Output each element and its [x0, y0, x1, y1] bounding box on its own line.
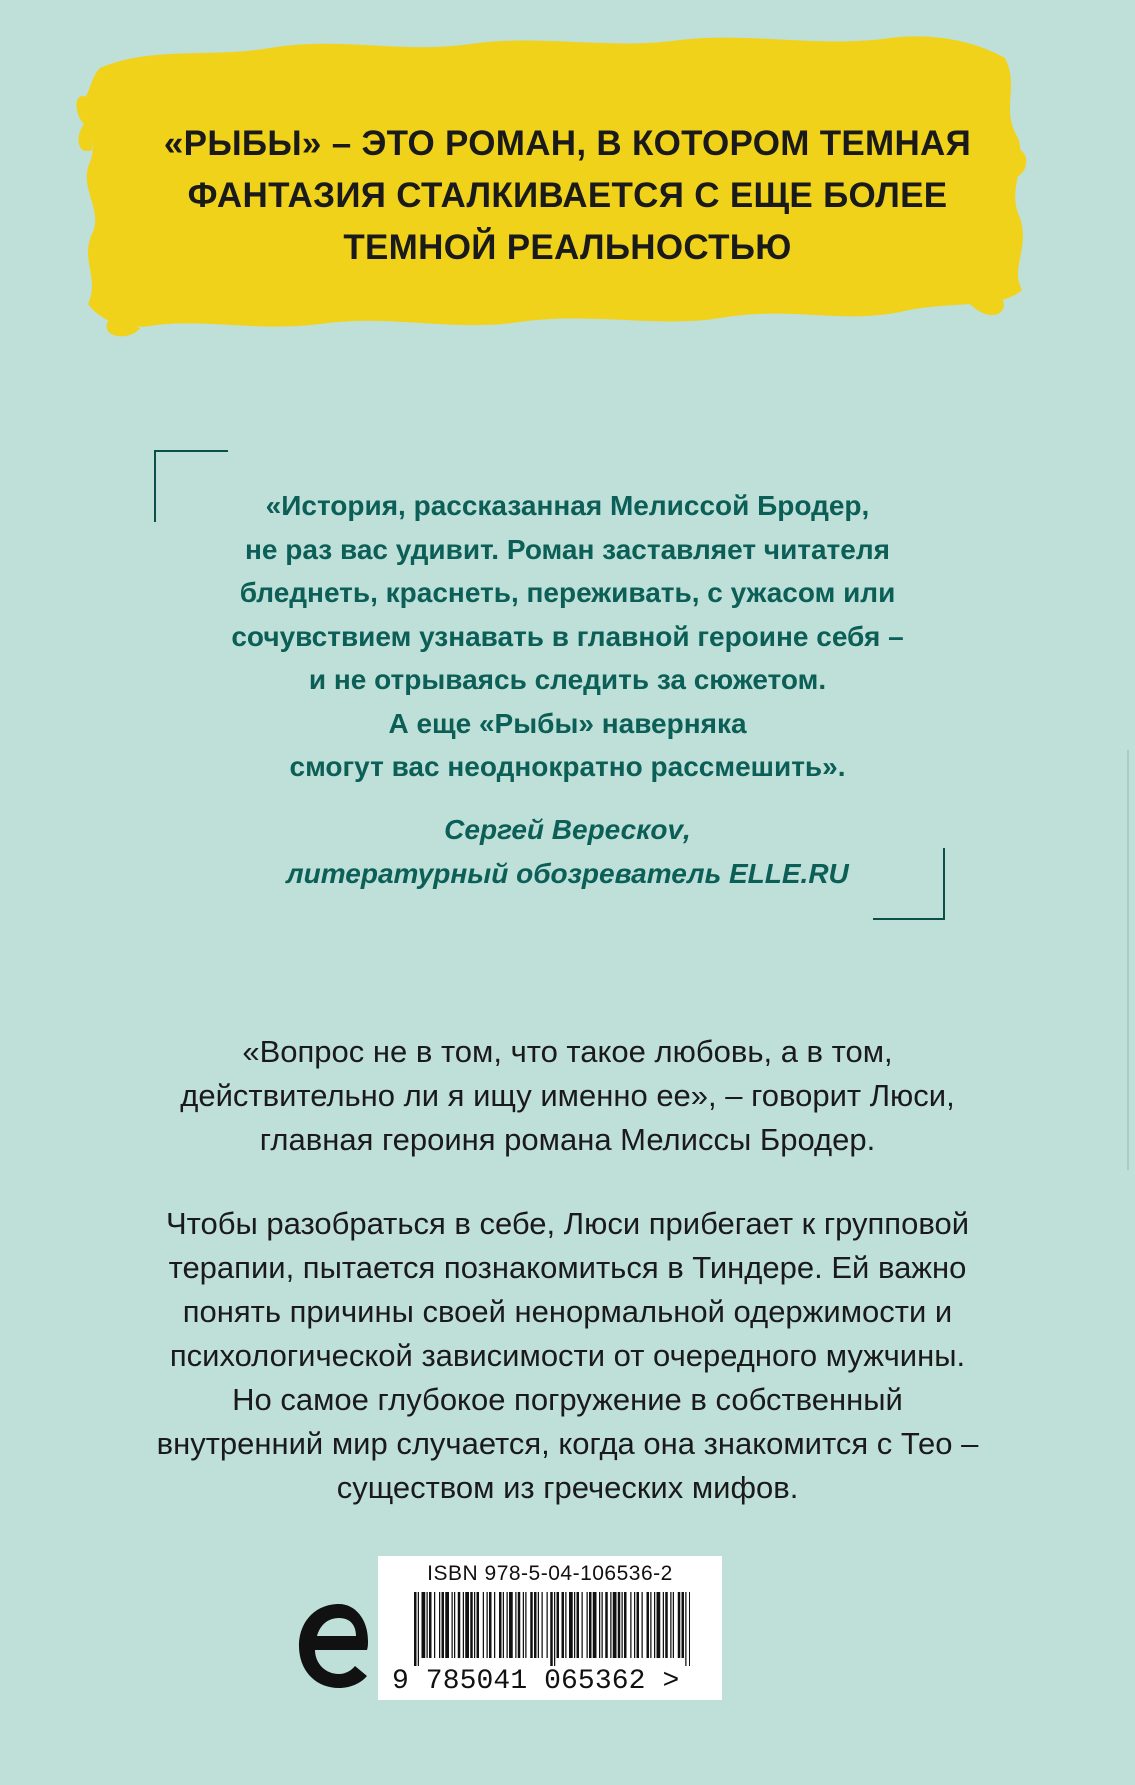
synopsis-line: психологической зависимости от очередного мужчины. [169, 1338, 966, 1373]
synopsis-paragraph-2 [70, 1202, 1065, 1510]
barcode-bar [634, 1592, 635, 1658]
quote-line: смогут вас неоднократно рассмешить». [289, 751, 846, 782]
barcode-bar [569, 1592, 573, 1658]
quote-line: бледнеть, краснеть, переживать, с ужасом или [239, 577, 896, 608]
barcode-bar [442, 1592, 445, 1658]
barcode-bar [494, 1592, 495, 1658]
barcode-bar [530, 1592, 533, 1658]
barcode-bar [593, 1592, 597, 1658]
barcode-bar [542, 1592, 543, 1658]
barcode-bar [452, 1592, 453, 1658]
barcode-bar [670, 1592, 671, 1658]
barcode-bar [503, 1592, 504, 1658]
barcode-bar [515, 1592, 516, 1658]
synopsis-line: Чтобы разобраться в себе, Люси прибегает к групповой [165, 1206, 970, 1241]
barcode-digits: 9 785041 065362 > [392, 1666, 680, 1697]
barcode-bar [587, 1592, 588, 1658]
tagline [120, 118, 1015, 274]
barcode-bar [523, 1592, 524, 1658]
barcode-bar [673, 1592, 674, 1658]
barcode-bar [557, 1592, 560, 1658]
isbn-label: ISBN 978-5-04-106536-2 [427, 1562, 673, 1585]
synopsis-line: терапии, пытается познакомиться в Тиндере. Ей важно [168, 1250, 967, 1285]
barcode-bar [547, 1592, 548, 1658]
barcode-bar [434, 1592, 435, 1658]
barcode-bar [685, 1592, 686, 1666]
synopsis-line: «Вопрос не в том, что такое любовь, а в том, [242, 1034, 893, 1069]
barcode-bar [483, 1592, 484, 1658]
barcode-bar [589, 1592, 592, 1658]
barcode-bar [647, 1592, 650, 1658]
barcode-bar [463, 1592, 464, 1658]
barcode-bar [663, 1592, 664, 1658]
barcode-bar [574, 1592, 575, 1658]
synopsis-line: главная героиня романа Мелиссы Бродер. [259, 1122, 876, 1157]
barcode-bar [562, 1592, 565, 1658]
barcode-bar [602, 1592, 603, 1658]
barcode-bar [637, 1592, 640, 1658]
quote-line: «История, рассказанная Мелиссой Бродер, [265, 490, 870, 521]
barcode-bars [414, 1592, 690, 1666]
barcode-bar [642, 1592, 643, 1658]
barcode-bar [624, 1592, 627, 1658]
barcode-bar [657, 1592, 661, 1658]
barcode-bar [613, 1592, 617, 1658]
edge-line [1127, 750, 1129, 1170]
review-quote [170, 484, 965, 789]
barcode-bar [654, 1592, 655, 1658]
barcode-bar [622, 1592, 623, 1658]
quote-line: и не отрываясь следить за сюжетом. [308, 664, 827, 695]
barcode-bar [439, 1592, 440, 1658]
barcode-bar [582, 1592, 583, 1658]
synopsis-line: внутренний мир случается, когда она знакомится с Тео – [156, 1426, 979, 1461]
eksmo-logo-icon [295, 1600, 371, 1692]
quote-line: не раз вас удивит. Роман заставляет читателя [245, 533, 890, 565]
barcode-bar [554, 1592, 555, 1666]
barcode-bar [445, 1592, 449, 1658]
barcode-bar [565, 1592, 566, 1658]
barcode-bar [487, 1592, 488, 1658]
barcode-bar [610, 1592, 611, 1658]
barcode-bar [477, 1592, 480, 1658]
synopsis-paragraph-1 [70, 1030, 1065, 1162]
barcode-bar [665, 1592, 668, 1658]
synopsis-line: действительно ли я ищу именно ее», – говорит Люси, [180, 1078, 955, 1113]
tagline-line: «РЫБЫ» – ЭТО РОМАН, В КОТОРОМ ТЕМНАЯ [163, 124, 972, 163]
quote-line: А еще «Рыбы» наверняка [388, 707, 747, 739]
review-author: Сергей Верескоᴠ, [444, 814, 691, 845]
barcode-bar [518, 1592, 521, 1658]
barcode-bar [509, 1592, 513, 1658]
barcode-bar [650, 1592, 651, 1658]
barcode-bar [474, 1592, 475, 1658]
barcode-bar [422, 1592, 426, 1658]
barcode-bar [418, 1592, 419, 1666]
barcode-bar [489, 1592, 492, 1658]
barcode-bar [525, 1592, 526, 1658]
barcode-bar [458, 1592, 461, 1658]
barcode-bar [618, 1592, 621, 1658]
tagline-line: ТЕМНОЙ РЕАЛЬНОСТЬЮ [343, 228, 792, 267]
barcode-bar [470, 1592, 473, 1658]
barcode-bar [605, 1592, 608, 1658]
barcode-bar [427, 1592, 428, 1658]
synopsis-line: Но самое глубокое погружение в собственный [232, 1382, 903, 1417]
barcode-bar [689, 1592, 690, 1666]
barcode-bar [465, 1592, 469, 1658]
barcode-bar [499, 1592, 502, 1658]
barcode-bar [507, 1592, 508, 1658]
barcode-bar [599, 1592, 600, 1658]
barcode-bar [414, 1592, 417, 1666]
review-author-title: литературный обозреватель ELLE.RU [286, 857, 849, 889]
barcode-bar [429, 1592, 432, 1658]
tagline-line: ФАНТАЗИЯ СТАЛКИВАЕТСЯ С ЕЩЕ БОЛЕЕ [187, 176, 948, 215]
synopsis-line: понять причины своей ненормальной одержимости и [182, 1294, 953, 1329]
barcode-bar [678, 1592, 681, 1658]
barcode-bar [577, 1592, 580, 1658]
barcode-bar [682, 1592, 685, 1658]
synopsis-line: существом из греческих мифов. [336, 1470, 799, 1505]
quote-line: сочувствием узнавать в главной героине себя – [231, 620, 904, 652]
barcode-bar [534, 1592, 537, 1658]
barcode-bar [538, 1592, 539, 1658]
barcode-bar [454, 1592, 455, 1658]
barcode-bar [630, 1592, 631, 1658]
review-attribution [170, 808, 965, 895]
barcode [378, 1556, 722, 1700]
barcode-bar [550, 1592, 553, 1666]
